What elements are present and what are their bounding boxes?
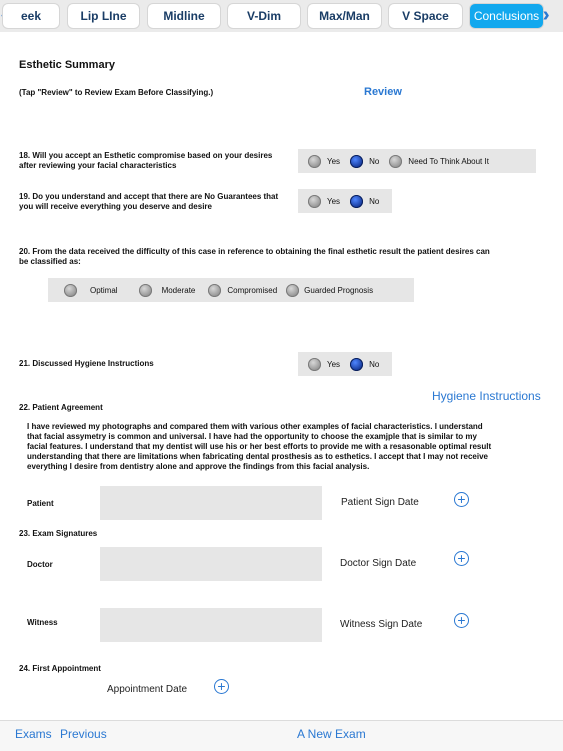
tab-eek[interactable]: eek xyxy=(3,4,59,28)
tab-max-man[interactable]: Max/Man xyxy=(308,4,381,28)
doctor-label: Doctor xyxy=(27,560,53,569)
q19-yes-radio[interactable] xyxy=(308,195,321,208)
q20-guarded-radio[interactable] xyxy=(286,284,299,297)
q19-no-radio[interactable] xyxy=(350,195,363,208)
doctor-signature-box[interactable] xyxy=(100,547,322,581)
witness-sign-date-label: Witness Sign Date xyxy=(340,619,423,630)
plus-circle-icon[interactable]: + xyxy=(454,551,469,566)
plus-circle-icon[interactable]: + xyxy=(454,492,469,507)
review-note: (Tap "Review" to Review Exam Before Classifying.) xyxy=(19,88,214,97)
tab-lip-line[interactable]: Lip LIne xyxy=(68,4,139,28)
q20-guarded-label: Guarded Prognosis xyxy=(304,285,374,295)
q21-yes-radio[interactable] xyxy=(308,358,321,371)
q18-no-radio[interactable] xyxy=(350,155,363,168)
review-link[interactable]: Review xyxy=(364,86,402,98)
q18-options xyxy=(298,149,536,173)
agreement-text: I have reviewed my photographs and compared them with various other examples of facial characteristics. I understand that facial assymetry is common and universal. I have had the opportunity to choose the examjple that is similar to my facial features. I understand that my dentist will use his or her best efforts to provide me with a resasonable optimal result understanding that there are limitations when fabricating dental prosthesis as to esthetics. I accept that I may not receive everything I desire from dentistry alone and approve the findings from this facial analysis. xyxy=(27,422,492,471)
q21-yes-label: Yes xyxy=(327,359,341,369)
question-18: 18. Will you accept an Esthetic compromise based on your desires after reviewing your facial characteristics xyxy=(19,151,273,170)
q20-moderate-radio[interactable] xyxy=(139,284,152,297)
witness-label: Witness xyxy=(27,618,58,627)
exams-button[interactable]: Exams xyxy=(15,727,52,741)
patient-sign-date-label: Patient Sign Date xyxy=(341,497,419,508)
plus-circle-icon[interactable]: + xyxy=(454,613,469,628)
q21-options xyxy=(298,352,392,376)
new-exam-button[interactable]: A New Exam xyxy=(297,727,366,741)
tab-v-space[interactable]: V Space xyxy=(389,4,462,28)
q19-yes-label: Yes xyxy=(327,196,341,206)
exam-signatures-heading: 23. Exam Signatures xyxy=(19,529,98,538)
agreement-heading: 22. Patient Agreement xyxy=(19,403,103,412)
question-20: 20. From the data received the difficulty of this case in reference to obtaining the final esthetic result the patient desires can be classified as: xyxy=(19,247,490,266)
q19-options xyxy=(298,189,392,213)
q18-yes-label: Yes xyxy=(327,156,341,166)
question-21: 21. Discussed Hygiene Instructions xyxy=(19,359,154,368)
appointment-date-label: Appointment Date xyxy=(107,684,188,695)
doctor-sign-date-label: Doctor Sign Date xyxy=(340,558,417,569)
plus-circle-icon[interactable]: + xyxy=(214,679,229,694)
q20-moderate-label: Moderate xyxy=(161,285,196,295)
tab-conclusions[interactable]: Conclusions xyxy=(470,4,543,28)
q20-options xyxy=(48,278,414,302)
tab-midline[interactable]: Midline xyxy=(148,4,220,28)
q20-compromised-radio[interactable] xyxy=(208,284,221,297)
patient-signature-box[interactable] xyxy=(100,486,322,520)
q20-optimal-label: Optimal xyxy=(90,285,118,295)
q18-no-label: No xyxy=(369,156,380,166)
tab-v-dim[interactable]: V-Dim xyxy=(228,4,300,28)
q20-optimal-radio[interactable] xyxy=(64,284,77,297)
previous-button[interactable]: Previous xyxy=(60,727,107,741)
witness-signature-box[interactable] xyxy=(100,608,322,642)
q18-think-label: Need To Think About It xyxy=(408,156,489,166)
page-title: Esthetic Summary xyxy=(19,59,115,71)
q19-no-label: No xyxy=(369,196,380,206)
patient-label: Patient xyxy=(27,499,54,508)
q21-no-label: No xyxy=(369,359,380,369)
q21-no-radio[interactable] xyxy=(350,358,363,371)
q18-think-radio[interactable] xyxy=(389,155,402,168)
q18-yes-radio[interactable] xyxy=(308,155,321,168)
first-appointment-heading: 24. First Appointment xyxy=(19,664,101,673)
question-19: 19. Do you understand and accept that there are No Guarantees that you will receive everything you deserve and desire xyxy=(19,192,279,211)
q20-compromised-label: Compromised xyxy=(227,285,278,295)
hygiene-instructions-link[interactable]: Hygiene Instructions xyxy=(432,389,541,403)
